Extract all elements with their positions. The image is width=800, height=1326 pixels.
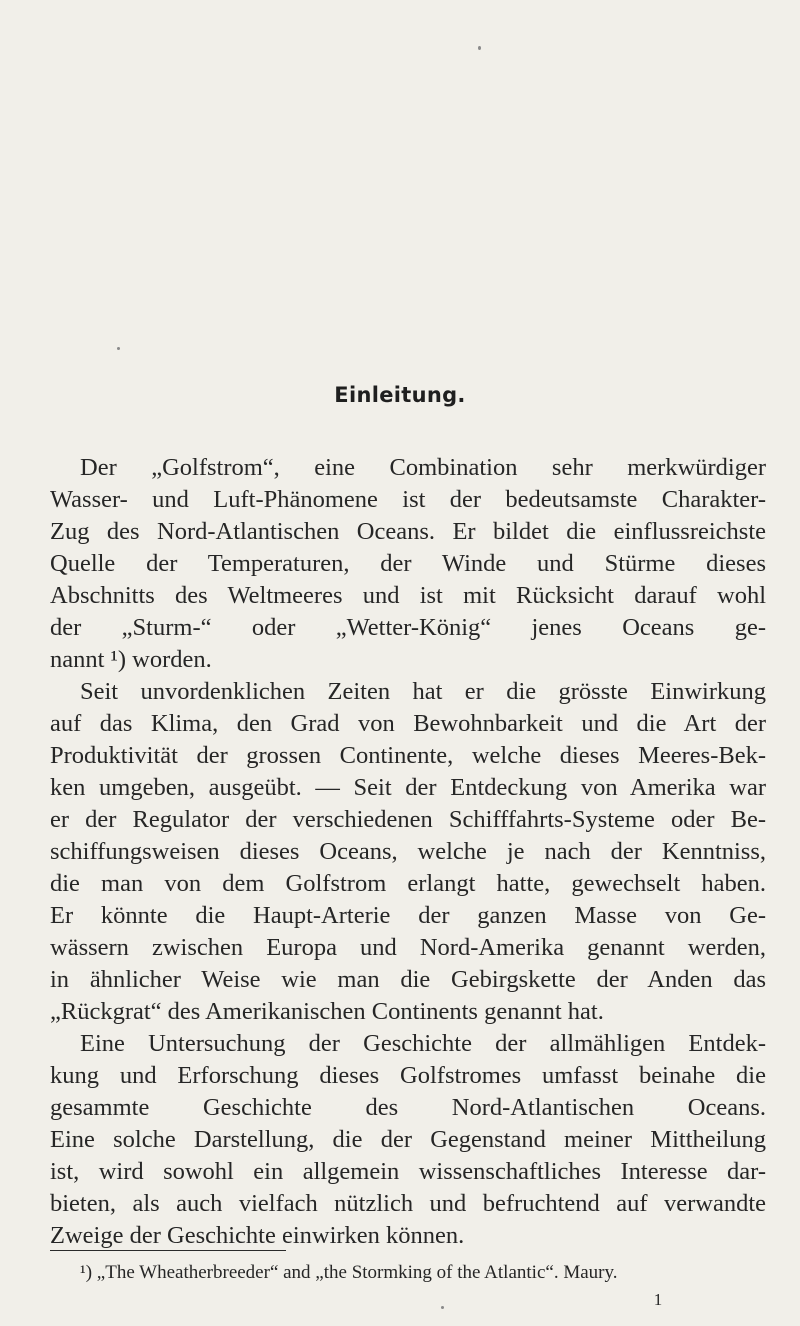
paper-speck [441, 1306, 444, 1309]
text-line: Eine solche Darstellung, die der Gegenstand meiner Mittheilung [50, 1126, 766, 1153]
text-line: kung und Erforschung dieses Golfstromes umfasst beinahe die [50, 1062, 766, 1089]
text-line: er der Regulator der verschiedenen Schifffahrts-Systeme oder Be- [50, 806, 766, 833]
text-line: Seit unvordenklichen Zeiten hat er die grösste Einwirkung [80, 678, 766, 705]
text-line: „Rückgrat“ des Amerikanischen Continents genannt hat. [50, 998, 604, 1025]
text-line: Produktivität der grossen Continente, welche dieses Meeres-Bek- [50, 742, 766, 769]
text-line: ist, wird sowohl ein allgemein wissenschaftliches Interesse dar- [50, 1158, 766, 1185]
text-line: Zweige der Geschichte einwirken können. [50, 1222, 465, 1249]
text-line: Wasser- und Luft-Phänomene ist der bedeutsamste Charakter- [50, 486, 766, 513]
text-line: schiffungsweisen dieses Oceans, welche je nach der Kenntniss, [50, 838, 766, 865]
chapter-heading: Einleitung. [334, 383, 466, 407]
text-line: Eine Untersuchung der Geschichte der allmähligen Entdek- [80, 1030, 766, 1057]
text-line: in ähnlicher Weise wie man die Gebirgskette der Anden das [50, 966, 766, 993]
page-number [0, 1290, 800, 1310]
text-line: wässern zwischen Europa und Nord-Amerika genannt werden, [50, 934, 766, 961]
page-number-text: 1 [653, 1290, 663, 1309]
text-line: bieten, als auch vielfach nützlich und befruchtend auf verwandte [50, 1190, 766, 1217]
footnote: ¹) „The Wheatherbreeder“ and „the Stormking of the Atlantic“. Maury. [80, 1262, 618, 1283]
text-line: Quelle der Temperaturen, der Winde und Stürme dieses [50, 550, 766, 577]
text-line: Der „Golfstrom“, eine Combination sehr merkwürdiger [80, 454, 766, 481]
text-line: ken umgeben, ausgeübt. — Seit der Entdeckung von Amerika war [50, 774, 766, 801]
text-line: Zug des Nord-Atlantischen Oceans. Er bildet die einflussreichste [50, 518, 766, 545]
paper-speck [478, 46, 481, 50]
text-line: nannt ¹) worden. [50, 646, 212, 673]
text-line: der „Sturm-“ oder „Wetter-König“ jenes Oceans ge- [50, 614, 766, 641]
text-line: Abschnitts des Weltmeeres und ist mit Rücksicht darauf wohl [50, 582, 766, 609]
footnote-divider [50, 1250, 286, 1251]
paper-speck [117, 347, 120, 350]
text-line: auf das Klima, den Grad von Bewohnbarkeit und die Art der [50, 710, 766, 737]
text-line: die man von dem Golfstrom erlangt hatte, gewechselt haben. [50, 870, 766, 897]
text-line: gesammte Geschichte des Nord-Atlantischen Oceans. [50, 1094, 766, 1121]
text-line: Er könnte die Haupt-Arterie der ganzen Masse von Ge- [50, 902, 766, 929]
